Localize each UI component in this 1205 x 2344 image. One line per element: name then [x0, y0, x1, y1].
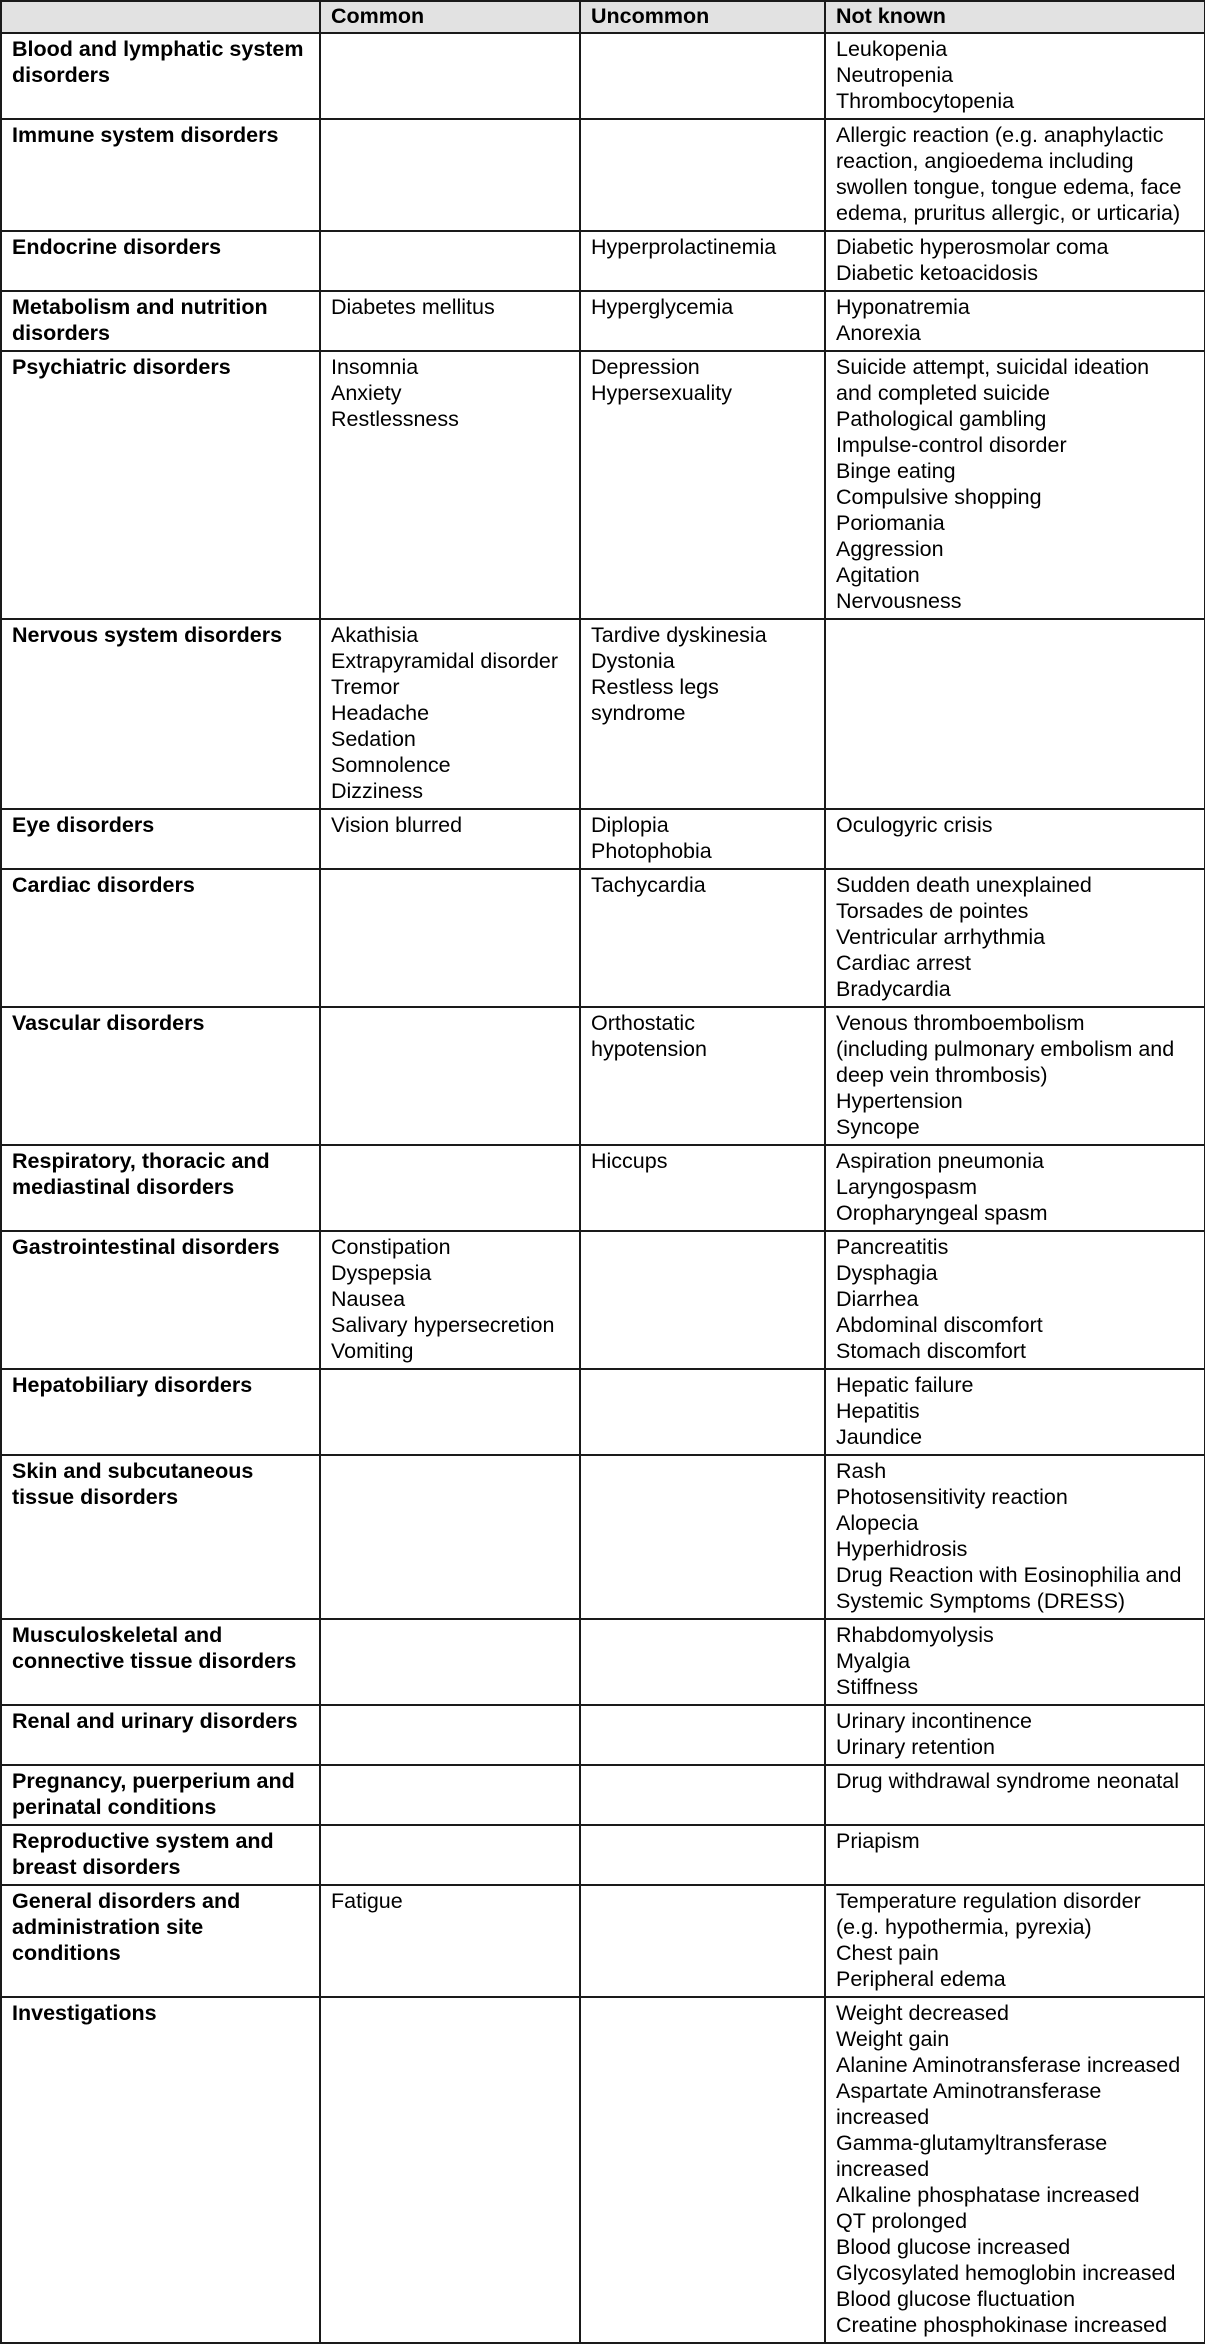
not-known-cell: [825, 1619, 1205, 1705]
system-organ-class-cell: [1, 119, 320, 231]
table-row: [1, 1765, 1205, 1825]
reaction-term: Vomiting: [331, 1339, 414, 1363]
reaction-term: (e.g. hypothermia, pyrexia): [836, 1915, 1092, 1939]
uncommon-cell: [580, 1705, 825, 1765]
reaction-term: syndrome: [591, 701, 686, 725]
reaction-term: Priapism: [836, 1829, 920, 1853]
reaction-term: Hyponatremia: [836, 295, 970, 319]
system-organ-class-cell: [1, 231, 320, 291]
common-cell: [320, 33, 580, 119]
uncommon-cell: [580, 619, 825, 809]
reaction-term: hypotension: [591, 1037, 707, 1061]
reaction-term: Bradycardia: [836, 977, 951, 1001]
soc-label-line: Nervous system disorders: [12, 623, 283, 647]
common-cell: [320, 869, 580, 1007]
system-organ-class-cell: [1, 869, 320, 1007]
reaction-term: Urinary incontinence: [836, 1709, 1032, 1733]
soc-label-line: Blood and lymphatic system: [12, 37, 304, 61]
reaction-term: Dizziness: [331, 779, 423, 803]
reaction-term: and completed suicide: [836, 381, 1050, 405]
reaction-term: Pathological gambling: [836, 407, 1047, 431]
system-organ-class-cell: [1, 1825, 320, 1885]
soc-label-line: Skin and subcutaneous: [12, 1459, 254, 1483]
uncommon-cell: [580, 1997, 825, 2343]
reaction-term: Diabetic ketoacidosis: [836, 261, 1038, 285]
reaction-term: Stiffness: [836, 1675, 919, 1699]
soc-label-line: connective tissue disorders: [12, 1649, 297, 1673]
reaction-term: Weight decreased: [836, 2001, 1009, 2025]
soc-label-line: breast disorders: [12, 1855, 181, 1879]
reaction-term: Photosensitivity reaction: [836, 1485, 1068, 1509]
uncommon-cell: [580, 1619, 825, 1705]
reaction-term: Anorexia: [836, 321, 921, 345]
table-row: [1, 291, 1205, 351]
reaction-term: Systemic Symptoms (DRESS): [836, 1589, 1126, 1613]
header-common: Common: [320, 1, 580, 33]
uncommon-cell: [580, 231, 825, 291]
reaction-term: Ventricular arrhythmia: [836, 925, 1046, 949]
not-known-cell: [825, 1455, 1205, 1619]
table-row: [1, 1885, 1205, 1997]
reaction-term: Poriomania: [836, 511, 945, 535]
reaction-term: Diplopia: [591, 813, 669, 837]
reaction-term: Diabetic hyperosmolar coma: [836, 235, 1109, 259]
reaction-term: Dysphagia: [836, 1261, 938, 1285]
reaction-term: Thrombocytopenia: [836, 89, 1015, 113]
uncommon-cell: [580, 1825, 825, 1885]
reaction-term: Abdominal discomfort: [836, 1313, 1043, 1337]
reaction-term: Stomach discomfort: [836, 1339, 1026, 1363]
system-organ-class-cell: [1, 1145, 320, 1231]
reaction-term: Oropharyngeal spasm: [836, 1201, 1048, 1225]
not-known-cell: [825, 619, 1205, 809]
reaction-term: swollen tongue, tongue edema, face: [836, 175, 1182, 199]
reaction-term: Nausea: [331, 1287, 406, 1311]
reaction-term: Aspiration pneumonia: [836, 1149, 1044, 1173]
reaction-term: Depression: [591, 355, 700, 379]
reaction-term: Sudden death unexplained: [836, 873, 1092, 897]
reaction-term: Fatigue: [331, 1889, 403, 1913]
not-known-cell: [825, 33, 1205, 119]
soc-label-line: Psychiatric disorders: [12, 355, 231, 379]
reaction-term: Salivary hypersecretion: [331, 1313, 555, 1337]
common-cell: [320, 1885, 580, 1997]
reaction-term: deep vein thrombosis): [836, 1063, 1048, 1087]
reaction-term: Blood glucose fluctuation: [836, 2287, 1076, 2311]
reaction-term: Restless legs: [591, 675, 719, 699]
reaction-term: Extrapyramidal disorder: [331, 649, 559, 673]
soc-label-line: disorders: [12, 63, 110, 87]
soc-label-line: Vascular disorders: [12, 1011, 205, 1035]
reaction-term: Blood glucose increased: [836, 2235, 1071, 2259]
reaction-term: Photophobia: [591, 839, 712, 863]
soc-label-line: administration site: [12, 1915, 204, 1939]
table-row: [1, 351, 1205, 619]
reaction-term: Hyperprolactinemia: [591, 235, 777, 259]
reaction-term: Vision blurred: [331, 813, 463, 837]
soc-label-line: mediastinal disorders: [12, 1175, 235, 1199]
common-cell: [320, 351, 580, 619]
common-cell: [320, 1705, 580, 1765]
uncommon-cell: [580, 1007, 825, 1145]
common-cell: [320, 1145, 580, 1231]
reaction-term: Rash: [836, 1459, 887, 1483]
system-organ-class-cell: [1, 1765, 320, 1825]
uncommon-cell: [580, 869, 825, 1007]
soc-label-line: Cardiac disorders: [12, 873, 195, 897]
reaction-term: Diabetes mellitus: [331, 295, 495, 319]
not-known-cell: [825, 1369, 1205, 1455]
reaction-term: Peripheral edema: [836, 1967, 1006, 1991]
common-cell: [320, 1619, 580, 1705]
reaction-term: Binge eating: [836, 459, 956, 483]
header-uncommon: Uncommon: [580, 1, 825, 33]
common-cell: [320, 1825, 580, 1885]
common-cell: [320, 1369, 580, 1455]
reaction-term: reaction, angioedema including: [836, 149, 1134, 173]
table-body: [1, 33, 1205, 2343]
table-row: [1, 619, 1205, 809]
table-row: [1, 33, 1205, 119]
soc-label-line: General disorders and: [12, 1889, 241, 1913]
uncommon-cell: [580, 119, 825, 231]
uncommon-cell: [580, 1231, 825, 1369]
reaction-term: Cardiac arrest: [836, 951, 972, 975]
table-row: [1, 1369, 1205, 1455]
soc-label-line: Investigations: [12, 2001, 157, 2025]
reaction-term: Creatine phosphokinase increased: [836, 2313, 1168, 2337]
not-known-cell: [825, 1825, 1205, 1885]
reaction-term: Tremor: [331, 675, 400, 699]
reaction-term: increased: [836, 2157, 930, 2181]
common-cell: [320, 1231, 580, 1369]
table-row: [1, 1007, 1205, 1145]
not-known-cell: [825, 1997, 1205, 2343]
uncommon-cell: [580, 291, 825, 351]
uncommon-cell: [580, 351, 825, 619]
reaction-term: Nervousness: [836, 589, 962, 613]
soc-label-line: Reproductive system and: [12, 1829, 274, 1853]
common-cell: [320, 231, 580, 291]
reaction-term: Temperature regulation disorder: [836, 1889, 1141, 1913]
soc-label-line: Respiratory, thoracic and: [12, 1149, 270, 1173]
system-organ-class-cell: [1, 1231, 320, 1369]
reaction-term: Venous thromboembolism: [836, 1011, 1085, 1035]
uncommon-cell: [580, 1765, 825, 1825]
reaction-term: Restlessness: [331, 407, 459, 431]
soc-label-line: Endocrine disorders: [12, 235, 222, 259]
common-cell: [320, 291, 580, 351]
reaction-term: Pancreatitis: [836, 1235, 949, 1259]
not-known-cell: [825, 869, 1205, 1007]
not-known-cell: [825, 119, 1205, 231]
reaction-term: Suicide attempt, suicidal ideation: [836, 355, 1150, 379]
common-cell: [320, 1007, 580, 1145]
system-organ-class-cell: [1, 291, 320, 351]
uncommon-cell: [580, 33, 825, 119]
common-cell: [320, 1455, 580, 1619]
reaction-term: Hiccups: [591, 1149, 668, 1173]
reaction-term: Gamma-glutamyltransferase: [836, 2131, 1108, 2155]
reaction-term: Dyspepsia: [331, 1261, 432, 1285]
system-organ-class-cell: [1, 619, 320, 809]
reaction-term: Hepatitis: [836, 1399, 920, 1423]
system-organ-class-cell: [1, 351, 320, 619]
system-organ-class-cell: [1, 1885, 320, 1997]
not-known-cell: [825, 1007, 1205, 1145]
reaction-term: Hyperglycemia: [591, 295, 734, 319]
table-row: [1, 1145, 1205, 1231]
common-cell: [320, 1765, 580, 1825]
not-known-cell: [825, 351, 1205, 619]
reaction-term: Somnolence: [331, 753, 451, 777]
reaction-term: Tardive dyskinesia: [591, 623, 767, 647]
not-known-cell: [825, 291, 1205, 351]
reaction-term: Aspartate Aminotransferase increased: [836, 2079, 1102, 2129]
table-row: [1, 1619, 1205, 1705]
soc-label-line: perinatal conditions: [12, 1795, 217, 1819]
not-known-cell: [825, 1765, 1205, 1825]
system-organ-class-cell: [1, 1705, 320, 1765]
reaction-term: Rhabdomyolysis: [836, 1623, 994, 1647]
table-header: [1, 1, 1205, 33]
reaction-term: Chest pain: [836, 1941, 939, 1965]
not-known-cell: [825, 809, 1205, 869]
common-cell: [320, 119, 580, 231]
reaction-term: Drug withdrawal syndrome neonatal: [836, 1769, 1179, 1793]
reaction-term: Neutropenia: [836, 63, 954, 87]
soc-label-line: Renal and urinary disorders: [12, 1709, 298, 1733]
uncommon-cell: [580, 809, 825, 869]
reaction-term: Dystonia: [591, 649, 675, 673]
table-row: [1, 1231, 1205, 1369]
soc-label-line: Metabolism and nutrition: [12, 295, 268, 319]
uncommon-cell: [580, 1369, 825, 1455]
not-known-cell: [825, 1885, 1205, 1997]
soc-label-line: Gastrointestinal disorders: [12, 1235, 280, 1259]
reaction-term: Urinary retention: [836, 1735, 995, 1759]
table-row: [1, 119, 1205, 231]
reaction-term: Constipation: [331, 1235, 451, 1259]
reaction-term: edema, pruritus allergic, or urticaria): [836, 201, 1181, 225]
reaction-term: Alkaline phosphatase increased: [836, 2183, 1140, 2207]
reaction-term: Hepatic failure: [836, 1373, 974, 1397]
header-not-known: Not known: [825, 1, 1205, 33]
reaction-term: Impulse-control disorder: [836, 433, 1067, 457]
common-cell: [320, 619, 580, 809]
not-known-cell: [825, 231, 1205, 291]
table-row: [1, 869, 1205, 1007]
reaction-term: Headache: [331, 701, 430, 725]
reaction-term: Hyperhidrosis: [836, 1537, 968, 1561]
reaction-term: Allergic reaction (e.g. anaphylactic: [836, 123, 1164, 147]
system-organ-class-cell: [1, 33, 320, 119]
table-row: [1, 1997, 1205, 2343]
reaction-term: Akathisia: [331, 623, 419, 647]
soc-label-line: Eye disorders: [12, 813, 155, 837]
reaction-term: Laryngospasm: [836, 1175, 978, 1199]
reaction-term: QT prolonged: [836, 2209, 968, 2233]
reaction-term: Anxiety: [331, 381, 402, 405]
reaction-term: Weight gain: [836, 2027, 950, 2051]
not-known-cell: [825, 1145, 1205, 1231]
system-organ-class-cell: [1, 809, 320, 869]
common-cell: [320, 1997, 580, 2343]
table-row: [1, 809, 1205, 869]
reaction-term: Glycosylated hemoglobin increased: [836, 2261, 1176, 2285]
header-row: [1, 1, 1205, 33]
reaction-term: Tachycardia: [591, 873, 706, 897]
reaction-term: Diarrhea: [836, 1287, 919, 1311]
reaction-term: Insomnia: [331, 355, 419, 379]
reaction-term: Syncope: [836, 1115, 920, 1139]
reaction-term: Hypersexuality: [591, 381, 732, 405]
system-organ-class-cell: [1, 1997, 320, 2343]
reaction-term: Aggression: [836, 537, 944, 561]
reaction-term: Oculogyric crisis: [836, 813, 993, 837]
table-row: [1, 231, 1205, 291]
header-system-organ-class: [1, 1, 320, 33]
uncommon-cell: [580, 1455, 825, 1619]
reaction-term: Agitation: [836, 563, 920, 587]
soc-label-line: tissue disorders: [12, 1485, 179, 1509]
table-row: [1, 1455, 1205, 1619]
system-organ-class-cell: [1, 1369, 320, 1455]
reaction-term: Drug Reaction with Eosinophilia and: [836, 1563, 1182, 1587]
reaction-term: Orthostatic: [591, 1011, 695, 1035]
system-organ-class-cell: [1, 1007, 320, 1145]
uncommon-cell: [580, 1145, 825, 1231]
common-cell: [320, 809, 580, 869]
reaction-term: Compulsive shopping: [836, 485, 1042, 509]
reaction-term: Leukopenia: [836, 37, 948, 61]
table-row: [1, 1705, 1205, 1765]
soc-label-line: Musculoskeletal and: [12, 1623, 223, 1647]
reaction-term: Alopecia: [836, 1511, 919, 1535]
not-known-cell: [825, 1231, 1205, 1369]
table-row: [1, 1825, 1205, 1885]
reaction-term: Sedation: [331, 727, 416, 751]
reaction-term: Jaundice: [836, 1425, 923, 1449]
soc-label-line: Immune system disorders: [12, 123, 279, 147]
soc-label-line: Pregnancy, puerperium and: [12, 1769, 295, 1793]
soc-label-line: Hepatobiliary disorders: [12, 1373, 253, 1397]
reaction-term: Hypertension: [836, 1089, 963, 1113]
not-known-cell: [825, 1705, 1205, 1765]
system-organ-class-cell: [1, 1455, 320, 1619]
reaction-term: (including pulmonary embolism and: [836, 1037, 1175, 1061]
reaction-term: Torsades de pointes: [836, 899, 1029, 923]
uncommon-cell: [580, 1885, 825, 1997]
soc-label-line: disorders: [12, 321, 110, 345]
system-organ-class-cell: [1, 1619, 320, 1705]
reaction-term: Alanine Aminotransferase increased: [836, 2053, 1181, 2077]
soc-label-line: conditions: [12, 1941, 121, 1965]
reaction-term: Myalgia: [836, 1649, 911, 1673]
